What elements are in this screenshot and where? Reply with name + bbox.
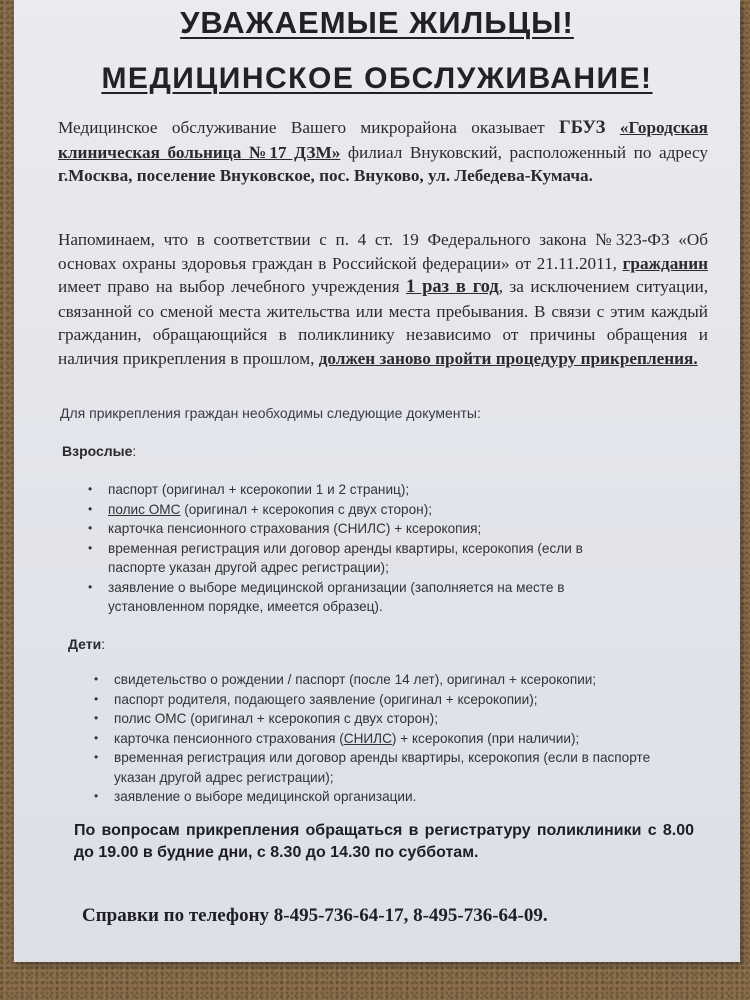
list-item: • заявление о выборе медицинской организации (заполняется на месте в установленном порядке, имеется образец). — [88, 578, 608, 617]
list-item: • свидетельство о рождении / паспорт (после 14 лет), оригинал + ксерокопии; — [94, 670, 654, 690]
registry-contact-paragraph: По вопросам прикрепления обращаться в регистратуру поликлиники с 8.00 до 19.00 в будние дни, с 8.30 до 14.30 по субботам. — [74, 822, 694, 861]
list-item: • карточка пенсионного страхования (СНИЛС) + ксерокопия; — [88, 519, 608, 539]
citizen-word: гражданин — [622, 253, 708, 273]
clinic-info-text: Медицинское обслуживание Вашего микрорайона оказывает — [58, 118, 559, 137]
oms-policy-text: (оригинал + ксерокопия с двух сторон); — [184, 501, 432, 517]
phone-info: Справки по телефону 8-495-736-64-17, 8-495-736-64-09. — [82, 905, 548, 926]
reattach-requirement: должен заново пройти процедуру прикрепления. — [318, 348, 698, 368]
notice-heading-medical-service: МЕДИЦИНСКОЕ ОБСЛУЖИВАНИЕ! — [101, 62, 653, 95]
documents-title: Для прикрепления граждан необходимы следующие документы: — [60, 405, 481, 421]
list-item — [88, 500, 608, 520]
list-item: • полис ОМС (оригинал + ксерокопия с двух сторон); — [94, 709, 654, 729]
children-document-list — [94, 670, 654, 807]
list-item: • временная регистрация или договор аренды квартиры, ксерокопия (если в паспорте указан другой адрес регистрации); — [88, 539, 608, 578]
once-a-year: 1 раз в год — [406, 277, 499, 297]
notice-sheet — [14, 0, 740, 962]
list-item: • временная регистрация или договор аренды квартиры, ксерокопия (если в паспорте указан другой адрес регистрации); — [94, 748, 654, 787]
notice-heading-residents: УВАЖАЕМЫЕ ЖИЛЬЦЫ! — [180, 5, 574, 40]
clinic-org-type: ГБУЗ — [559, 118, 606, 138]
snils-text-after: ) + ксерокопия (при наличии); — [391, 730, 580, 746]
law-reminder-text: Напоминаем, что в соответствии с п. 4 ст. 19 Федерального закона №323-ФЗ «Об основах охраны здоровья граждан в Российской федерации» от 21.11.2011, — [58, 230, 708, 273]
list-item: • паспорт родителя, подающего заявление (оригинал + ксерокопии); — [94, 690, 654, 710]
children-title-text: Дети — [68, 636, 102, 652]
children-title-colon: : — [101, 636, 106, 652]
adults-title-text: Взрослые — [62, 443, 133, 459]
adults-title-colon: : — [132, 443, 137, 459]
children-section-title — [68, 636, 105, 652]
list-item: • заявление о выборе медицинской организации. — [94, 787, 654, 807]
adults-document-list — [88, 480, 608, 617]
clinic-address: г.Москва, поселение Внуковское, пос. Внуково, ул. Лебедева-Кумача. — [58, 166, 593, 185]
clinic-info-paragraph — [58, 116, 708, 188]
list-item: • паспорт (оригинал + ксерокопии 1 и 2 страниц); — [88, 480, 608, 500]
adults-section-title — [62, 443, 136, 459]
oms-policy-label: полис ОМС — [108, 501, 181, 517]
clinic-branch-text: филиал Внуковский, расположенный по адресу — [340, 142, 708, 162]
snils-text-before: карточка пенсионного страхования ( — [114, 730, 344, 746]
list-item — [94, 729, 654, 749]
exception-text: , за исключением ситуации, связанной со сменой места жительства или места пребывания. В связи с этим каждый гражданин, обращающийся в поликлинику независимо от причины обращения и наличия прикрепления в прошлом, — [58, 277, 709, 368]
choice-right-text: имеет право на выбор лечебного учреждения — [58, 277, 407, 296]
snils-label: СНИЛС — [343, 730, 392, 746]
clinic-name: «Городская клиническая больница №17 ДЗМ» — [58, 118, 708, 162]
law-reminder-paragraph — [58, 228, 708, 370]
